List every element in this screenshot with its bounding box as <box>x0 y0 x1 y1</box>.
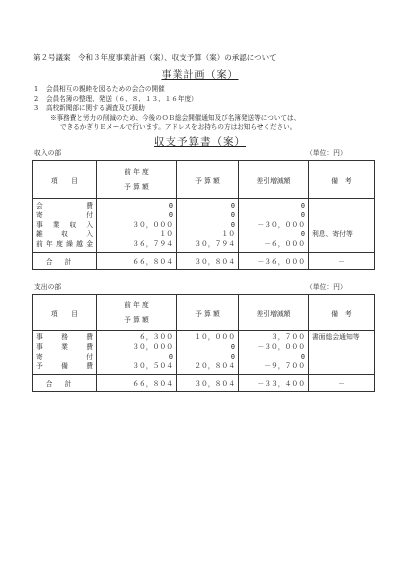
header-diff: 差引増減額 <box>239 295 309 331</box>
header-prev-line2: 予 算 額 <box>124 182 149 191</box>
expense-note-column <box>309 331 375 375</box>
header-budget: 予 算 額 <box>177 161 239 199</box>
income-table <box>32 160 375 270</box>
header-prev-line1: 前 年 度 <box>124 167 149 176</box>
plan-list <box>34 85 300 133</box>
income-diff-value: 0 <box>300 211 305 220</box>
income-total-label: 合計 <box>33 253 97 270</box>
income-prev-value: 0 <box>168 201 173 210</box>
income-total-prev: ６６，８０４ <box>97 253 177 270</box>
income-total-diff: －３６，０００ <box>239 253 309 270</box>
expense-total-row <box>33 375 375 392</box>
expense-item: 寄付 <box>36 352 93 361</box>
agenda-heading: 第２号議案 令和３年度事業計画（案）、収支予算（案）の承認について <box>33 53 277 62</box>
income-item: 事業収入 <box>36 220 93 229</box>
expense-item-column <box>33 331 97 375</box>
expense-item: 予備費 <box>36 362 93 371</box>
income-diff-value: 0 <box>300 230 305 239</box>
income-budget-value: 0 <box>230 201 235 210</box>
income-total-budget: ３０，８０４ <box>177 253 239 270</box>
expense-budget-value: １０，０００ <box>194 333 235 342</box>
expense-diff-value: －９，７００ <box>264 362 305 371</box>
expense-total-label: 合計 <box>33 375 97 392</box>
income-diff-value: 0 <box>300 201 305 210</box>
expense-total-prev: ６６，８０４ <box>97 375 177 392</box>
income-budget-value: ３０，７９４ <box>194 239 235 248</box>
expense-diff-value: －３０，０００ <box>257 342 305 351</box>
expense-total-diff: －３３，４００ <box>239 375 309 392</box>
income-note <box>312 221 371 231</box>
expense-note <box>312 343 371 353</box>
income-prev-value: ３６，７９４ <box>132 239 173 248</box>
income-total-note: － <box>309 253 375 270</box>
income-note <box>312 211 371 221</box>
expense-budget-value: 0 <box>230 352 235 361</box>
income-budget-value: 0 <box>230 211 235 220</box>
expense-table <box>32 294 375 392</box>
income-item: 前年度繰越金 <box>36 239 93 248</box>
plan-item <box>34 85 300 95</box>
expense-budget-value: ２０，８０４ <box>194 362 235 371</box>
plan-item-text: 高校新聞部に関する調査及び援助 <box>46 104 145 113</box>
income-unit-label: （単位：円） <box>306 149 347 157</box>
plan-note-line1: ※事務費と労力の削減のため、今後のＯＢ総会開催通知及び名簿発送等については、 <box>50 113 301 122</box>
expense-budget-value: 0 <box>230 342 235 351</box>
expense-note: 書面総会通知等 <box>312 333 360 342</box>
expense-total-budget: ３０，８０４ <box>177 375 239 392</box>
expense-header-row <box>33 295 375 331</box>
income-prev-value: ３０，０００ <box>132 220 173 229</box>
income-note <box>312 240 371 250</box>
plan-title: 事業計画（案） <box>161 70 239 81</box>
income-rows <box>33 199 375 253</box>
plan-item-num: 1 <box>34 85 39 93</box>
budget-title: 収支予算書（案） <box>154 136 246 148</box>
plan-item-num: 2 <box>34 94 39 103</box>
expense-item: 事業費 <box>36 342 93 351</box>
income-item: 雑収入 <box>36 230 93 239</box>
income-prev-value: １０ <box>159 230 173 239</box>
expense-prev-value: ３０，０００ <box>132 342 173 351</box>
expense-prev-value: ６，３００ <box>139 333 173 342</box>
plan-item-text: 会員名簿の整理、発送（６、８、１３、１６年度） <box>46 94 198 103</box>
header-note: 備 考 <box>309 295 375 331</box>
income-diff-value: －３０，０００ <box>257 220 305 229</box>
expense-prev-value: 0 <box>168 352 173 361</box>
expense-prev-column <box>97 331 177 375</box>
income-budget-value: 0 <box>230 220 235 229</box>
header-prev-line2: 予 算 額 <box>124 315 149 324</box>
expense-budget-column <box>177 331 239 375</box>
header-item: 項 目 <box>33 161 97 199</box>
income-diff-value: －６，０００ <box>264 239 305 248</box>
expense-rows <box>33 331 375 375</box>
header-prev-line1: 前 年 度 <box>124 300 149 309</box>
header-budget: 予 算 額 <box>177 295 239 331</box>
expense-item: 事務費 <box>36 333 93 342</box>
plan-item-text: 会員相互の親睦を図るための会合の開催 <box>46 85 165 93</box>
plan-item-num: 3 <box>34 104 39 113</box>
expense-total-note: － <box>309 375 375 392</box>
expense-diff-value: ３，７００ <box>271 333 305 342</box>
header-diff: 差引増減額 <box>239 161 309 199</box>
expense-note <box>312 362 371 372</box>
header-note: 備 考 <box>309 161 375 199</box>
income-item: 会費 <box>36 201 93 210</box>
income-note-column <box>309 199 375 253</box>
income-budget-column <box>177 199 239 253</box>
income-note <box>312 202 371 212</box>
expense-diff-value: 0 <box>300 352 305 361</box>
income-note: 利息、寄付等 <box>312 230 353 239</box>
header-prev <box>97 161 177 199</box>
expense-unit-label: （単位：円） <box>306 283 347 291</box>
expense-section-label: 支出の部 <box>34 283 62 291</box>
income-diff-column <box>239 199 309 253</box>
income-item: 寄付 <box>36 211 93 220</box>
income-section-label: 収入の部 <box>34 149 62 157</box>
income-total-row <box>33 253 375 270</box>
plan-note-line2: できるかぎりＥメールで行います。アドレスをお持ちの方はお知らせください。 <box>60 123 297 132</box>
header-item: 項 目 <box>33 295 97 331</box>
plan-item <box>34 95 300 105</box>
income-budget-value: １０ <box>221 230 235 239</box>
header-prev <box>97 295 177 331</box>
income-prev-value: 0 <box>168 211 173 220</box>
expense-prev-value: ３０，５０４ <box>132 362 173 371</box>
expense-diff-column <box>239 331 309 375</box>
income-item-column <box>33 199 97 253</box>
expense-note <box>312 353 371 363</box>
plan-item <box>34 104 300 114</box>
income-header-row <box>33 161 375 199</box>
income-prev-column <box>97 199 177 253</box>
